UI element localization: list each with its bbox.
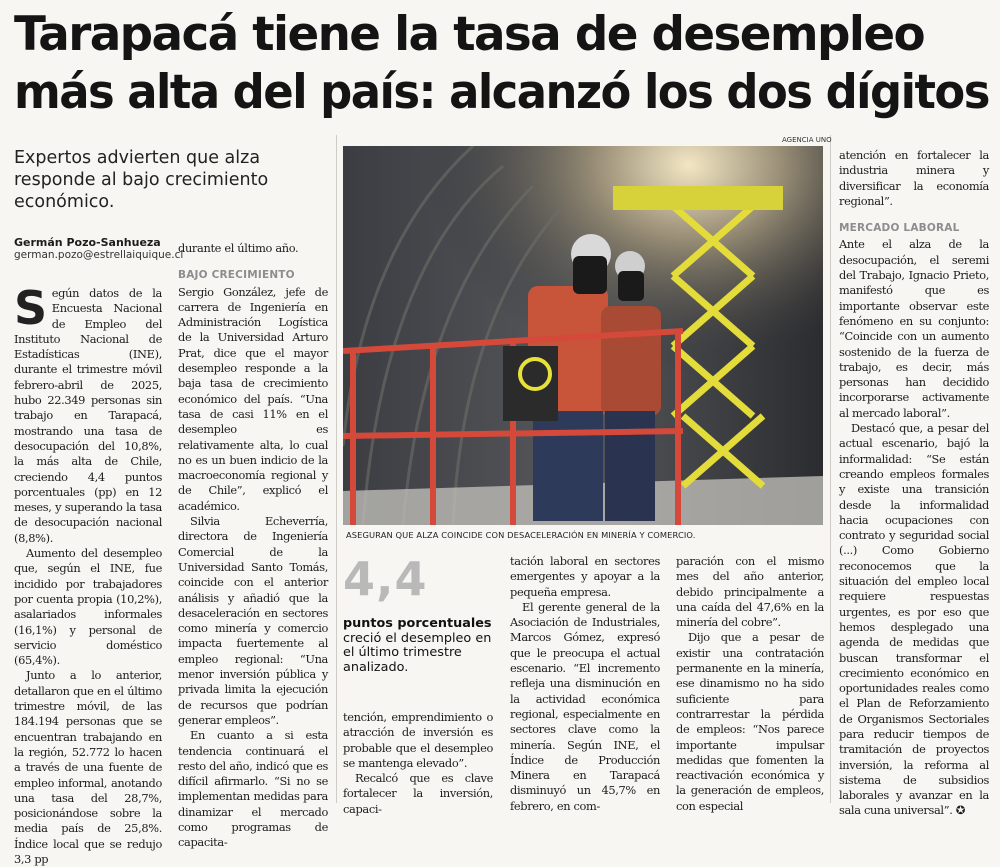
- highlight-number: 4,4: [343, 552, 428, 606]
- headline: [14, 6, 994, 122]
- photo-caption: ASEGURAN QUE ALZA COINCIDE CON DESACELERACIÓN EN MINERÍA Y COMERCIO.: [346, 530, 696, 540]
- highlight-label: puntos porcentuales: [343, 616, 492, 631]
- paragraph: tación laboral en sectores emergentes y apoyar a la pequeña empresa.: [510, 554, 660, 599]
- paragraph: atención en fortalecer la industria minera y diversificar la economía regional”.: [839, 148, 989, 208]
- paragraph: Ante el alza de la desocupación, el seremi del Trabajo, Ignacio Prieto, manifestó que es importante observar este fenómeno en su conjunto: “Coincide con un aumento sostenido de la fuerza de trabajo, es decir, más personas han decidido incorporarse activamente al mercado laboral”.: [839, 237, 989, 420]
- paragraph: Junto a lo anterior, detallaron que en el último trimestre móvil, de las 184.194 personas que se encuentran trabajando en la región, 52.772 lo hacen a través de una fuente de empleo informal, anotando una tasa del 28,7%, posicionándose sobre la media país de 25,8%. Índice local que se redujo 3,3 pp: [14, 668, 162, 866]
- article-column-4: [676, 554, 824, 814]
- subheadline: Expertos advierten que alza responde al bajo crecimiento económico.: [14, 148, 269, 212]
- paragraph: Aumento del desempleo que, según el INE, fue incidido por trabajadores por cuenta propia (10,2%), asalariados informales (16,1%) y personal de servicio doméstico (65,4%).: [14, 546, 162, 668]
- paragraph: paración con el mismo mes del año anterior, debido principalmente a una caída del 47,6% en la minería del cobre”.: [676, 554, 824, 630]
- paragraph: tención, emprendimiento o atracción de inversión es probable que el desempleo se mantenga elevado”.: [343, 710, 493, 770]
- paragraph: Recalcó que es clave fortalecer la inversión, capaci-: [343, 771, 493, 816]
- highlight-text: [343, 617, 493, 675]
- paragraph-text: Destacó que, a pesar del actual escenario, bajó la informalidad: “Se están creando empleos formales y existe una transición desde la informalidad hacia ocupaciones con contrato y seguridad social (...) Como Gobierno reconocemos que la situación del empleo local requiere respuestas urgentes, es por eso que hemos desplegado una agenda de medidas que buscan transformar el crecimiento económico en oportunidades reales como el Plan de Reforzamiento de Organismos Sectoriales para reducir tiempos de tramitación de proyectos inversión, la reforma al sistema de subsidios laborales y avanzar en la sala cuna universal”.: [839, 421, 989, 818]
- author-email: german.pozo@estrellaiquique.cl: [14, 249, 184, 261]
- article-column-2: [178, 241, 328, 851]
- article-column-1: [14, 281, 162, 867]
- section-heading: BAJO CRECIMIENTO: [178, 269, 295, 282]
- drop-cap: S: [14, 281, 47, 335]
- article-column-5: [839, 148, 989, 819]
- column-rule: [336, 135, 337, 803]
- end-mark-icon: ✪: [955, 803, 965, 818]
- photo-credit: AGENCIA UNO: [782, 136, 832, 144]
- paragraph: En cuanto a si esta tendencia continuará el resto del año, indicó que es difícil afirmarlo. “Si no se implementan medidas para dinamizar el mercado como programas de capacita-: [178, 728, 328, 850]
- paragraph: Sergio González, jefe de carrera de Ingeniería en Administración Logística de la Universidad Arturo Prat, dice que el mayor desempleo responde a la baja tasa de crecimiento económico del país. “Una tasa de casi 11% en el desempleo es relativamente alta, lo cual no es un buen indicio de la macroeconomía regional y de Chile”, explicó el académico.: [178, 284, 328, 513]
- highlight-description: creció el desempleo en el último trimestre analizado.: [343, 630, 492, 675]
- news-photo: [343, 146, 823, 525]
- paragraph: durante el último año.: [178, 241, 299, 255]
- headline-line-2: más alta del país: alcanzó los dos dígitos: [14, 65, 989, 120]
- byline: [14, 236, 183, 262]
- paragraph: egún datos de la Encuesta Nacional de Empleo del Instituto Nacional de Estadísticas (INE), durante el trimestre móvil febrero-abril de 2025, hubo 22.349 personas sin trabajo en Tarapacá, mostrando una tasa de desocupación del 10,8%, la más alta de Chile, creciendo 4,4 puntos porcentuales (pp) en 12 meses, y superando la tasa de desocupación nacional (8,8%).: [14, 286, 162, 545]
- paragraph: Silvia Echeverría, directora de Ingeniería Comercial de la Universidad Santo Tomás, coincide con el anterior análisis y añadió que la desaceleración en sectores como minería y comercio impacta fuertemente al empleo regional: “Una menor inversión pública y privada limita la ejecución de recursos que podrían generar empleos”.: [178, 514, 328, 727]
- author-name: Germán Pozo-Sanhueza: [14, 236, 161, 249]
- paragraph: El gerente general de la Asociación de Industriales, Marcos Gómez, expresó que le preocupa el actual escenario. “El incremento refleja una disminución en la actividad económica regional, especialmente en sectores clave como la minería. Según INE, el Índice de Producción Minera en Tarapacá disminuyó un 45,7% en febrero, en com-: [510, 599, 660, 813]
- column-rule: [830, 135, 831, 803]
- mining-workers-photo: [343, 146, 823, 525]
- section-heading: MERCADO LABORAL: [839, 222, 960, 235]
- article-column-3-lower: [343, 710, 493, 817]
- headline-line-1: Tarapacá tiene la tasa de desempleo: [14, 7, 924, 62]
- paragraph: [839, 421, 989, 819]
- article-column-3: [510, 554, 660, 814]
- paragraph: Dijo que a pesar de existir una contratación permanente en la minería, ese dinamismo no ha sido suficiente para contrarrestar la pérdida de empleos: “Nos parece importante impulsar medidas que fomenten la reactivación económica y la generación de empleos, con especial: [676, 630, 824, 813]
